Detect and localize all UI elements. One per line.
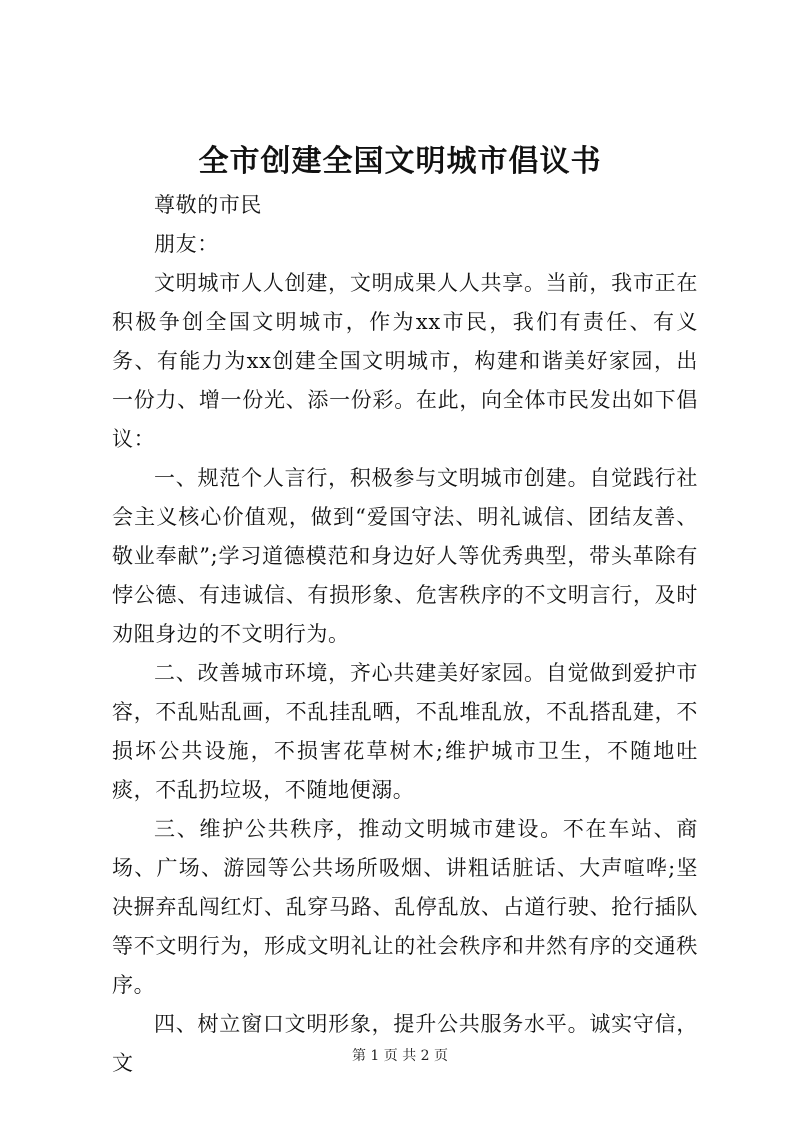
page-number-footer: 第 1 页 共 2 页 — [351, 1048, 449, 1064]
greeting-line-1: 尊敬的市民 — [154, 193, 262, 217]
paragraph-point-4: 四、树立窗口文明形象，提升公共服务水平。诚实守信，文 — [112, 1012, 698, 1075]
greeting-line-2: 朋友： — [154, 232, 219, 256]
paragraph-intro: 文明城市人人创建，文明成果人人共享。当前，我市正在积极争创全国文明城市，作为xx市民，我们有责任、有义务、有能力为xx创建全国文明城市，构建和谐美好家园，出一份力、增一份光、添一份彩。在此，向全体市民发出如下倡议： — [112, 271, 698, 451]
document-title: 全市创建全国文明城市倡议书 — [198, 144, 602, 179]
paragraph-point-3: 三、维护公共秩序，推动文明城市建设。不在车站、商场、广场、游园等公共场所吸烟、讲粗话脏话、大声喧哗;坚决摒弃乱闯红灯、乱穿马路、乱停乱放、占道行驶、抢行插队等不文明行为，形成文明礼让的社会秩序和井然有序的交通秩序。 — [112, 817, 698, 997]
document-body — [112, 186, 698, 1083]
paragraph-point-2: 二、改善城市环境，齐心共建美好家园。自觉做到爱护市容，不乱贴乱画，不乱挂乱晒，不乱堆乱放，不乱搭乱建，不损坏公共设施，不损害花草树木;维护城市卫生，不随地吐痰，不乱扔垃圾，不随地便溺。 — [112, 661, 698, 802]
paragraph-point-1: 一、规范个人言行，积极参与文明城市创建。自觉践行社会主义核心价值观，做到“爱国守法、明礼诚信、团结友善、敬业奉献”;学习道德模范和身边好人等优秀典型，带头革除有悖公德、有违诚信、有损形象、危害秩序的不文明言行，及时劝阻身边的不文明行为。 — [112, 466, 698, 646]
